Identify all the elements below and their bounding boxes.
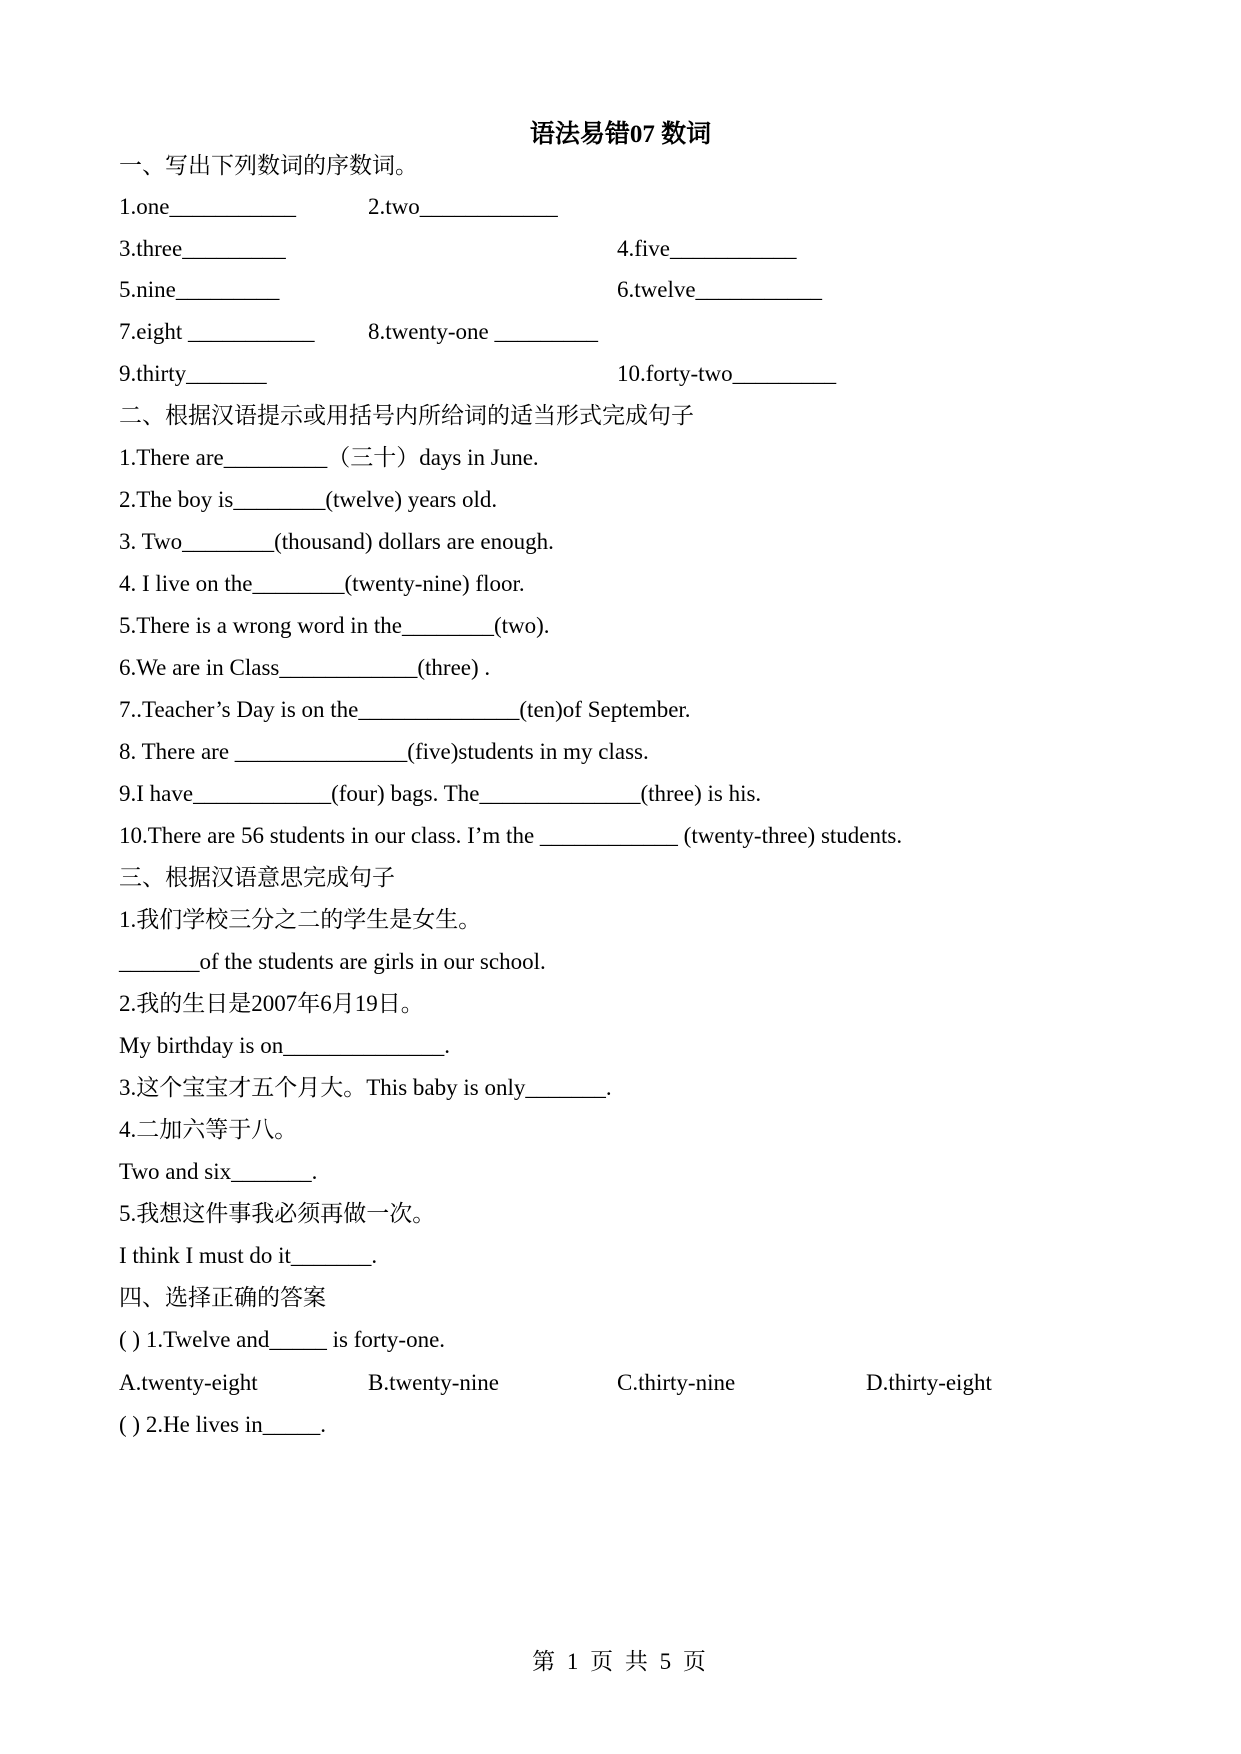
exercise-item: 9.thirty_______ (119, 361, 267, 386)
exercise-item: 2.我的生日是2007年6月19日。 (119, 991, 424, 1016)
question-1: ( ) 1.Twelve and_____ is forty-one. (119, 1327, 446, 1352)
exercise-item: 3.three_________ (119, 236, 286, 261)
exercise-item: 8.twenty-one _________ (368, 319, 598, 344)
page-title: 语法易错07 数词 (529, 121, 712, 148)
exercise-item: _______of the students are girls in our school. (119, 949, 546, 974)
exercise-item: 3. Two________(thousand) dollars are enough. (119, 529, 554, 554)
option-d: D.thirty-eight (866, 1370, 992, 1395)
exercise-item: 1.There are_________（三十）days in June. (119, 445, 539, 470)
section-3-heading: 三、根据汉语意思完成句子 (119, 865, 395, 890)
exercise-item: 7.eight ___________ (119, 319, 315, 344)
option-b: B.twenty-nine (368, 1370, 499, 1395)
exercise-item: I think I must do it_______. (119, 1243, 378, 1268)
exercise-item: 6.twelve___________ (617, 277, 823, 302)
exercise-item: 10.There are 56 students in our class. I’m the ____________ (twenty-three) students. (119, 823, 903, 848)
exercise-item: 3.这个宝宝才五个月大。This baby is only_______. (119, 1075, 612, 1100)
exercise-item: 4.二加六等于八。 (119, 1117, 298, 1142)
question-2: ( ) 2.He lives in_____. (119, 1412, 326, 1437)
page-footer: 第 1 页 共 5 页 (532, 1649, 709, 1674)
exercise-item: 9.I have____________(four) bags. The______________(three) is his. (119, 781, 762, 806)
option-c: C.thirty-nine (617, 1370, 736, 1395)
exercise-item: 6.We are in Class____________(three) . (119, 655, 491, 680)
exercise-item: 5.我想这件事我必须再做一次。 (119, 1201, 436, 1226)
exercise-item: 2.two____________ (368, 194, 558, 219)
exercise-item: 1.我们学校三分之二的学生是女生。 (119, 907, 482, 932)
exercise-item: Two and six_______. (119, 1159, 318, 1184)
option-a: A.twenty-eight (119, 1370, 258, 1395)
exercise-item: 10.forty-two_________ (617, 361, 837, 386)
exercise-item: 4.five___________ (617, 236, 797, 261)
exercise-item: 5.nine_________ (119, 277, 280, 302)
exercise-item: 1.one___________ (119, 194, 296, 219)
exercise-item: 4. I live on the________(twenty-nine) floor. (119, 571, 525, 596)
exercise-item: 8. There are _______________(five)students in my class. (119, 739, 649, 764)
exercise-item: 5.There is a wrong word in the________(two). (119, 613, 550, 638)
section-4-heading: 四、选择正确的答案 (119, 1285, 326, 1310)
section-2-heading: 二、根据汉语提示或用括号内所给词的适当形式完成句子 (119, 403, 694, 428)
exercise-item: 7..Teacher’s Day is on the______________(ten)of September. (119, 697, 691, 722)
exercise-item: 2.The boy is________(twelve) years old. (119, 487, 498, 512)
exercise-item: My birthday is on______________. (119, 1033, 450, 1058)
section-1-heading: 一、写出下列数词的序数词。 (119, 153, 418, 178)
